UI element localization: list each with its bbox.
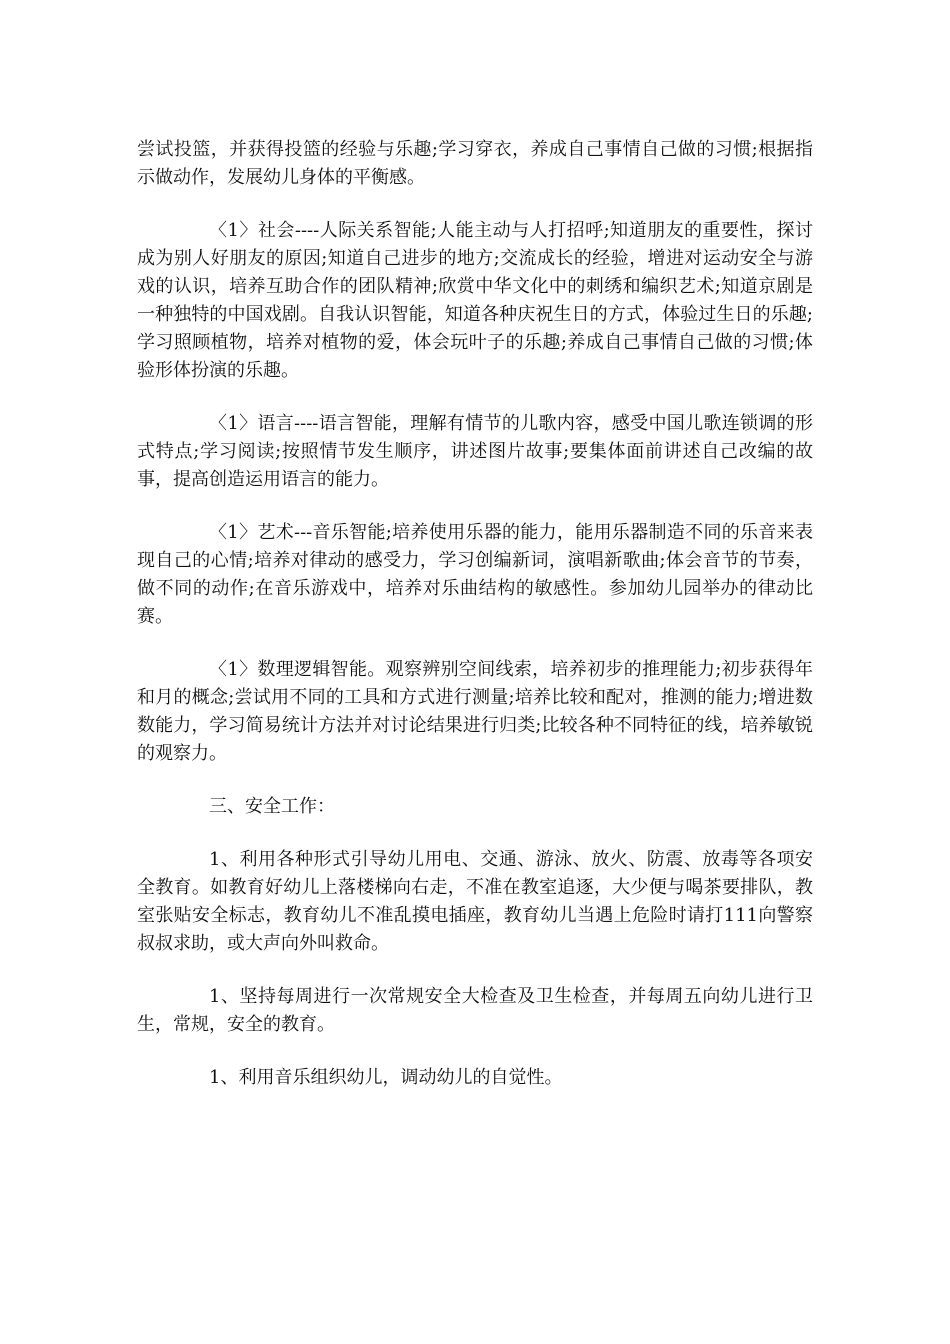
paragraph-art: 〈1〉艺术---音乐智能;培养使用乐器的能力，能用乐器制造不同的乐音来表现自己的心情;培养对律动的感受力，学习创编新词，演唱新歌曲;体会音节的节奏，做不同的动作;在音乐游戏中，培养对乐曲结构的敏感性。参加幼儿园举办的律动比赛。 <box>137 522 813 627</box>
paragraph-safety-education: 1、利用各种形式引导幼儿用电、交通、游泳、放火、防震、放毒等各项安全教育。如教育好幼儿上落楼梯向右走，不准在教室追逐，大少便与喝茶要排队，教室张贴安全标志，教育幼儿不准乱摸电插座，教育幼儿当遇上危险时请打111向警察叔叔求助，或大声向外叫救命。 <box>137 849 813 954</box>
paragraph-continued: 尝试投篮，并获得投篮的经验与乐趣;学习穿衣，养成自己事情自己做的习惯;根据指示做动作，发展幼儿身体的平衡感。 <box>137 139 813 188</box>
paragraph-music-organize: 1、利用音乐组织幼儿，调动幼儿的自觉性。 <box>209 1067 563 1088</box>
paragraph-weekly-inspection: 1、坚持每周进行一次常规安全大检查及卫生检查，并每周五向幼儿进行卫生，常规，安全的教育。 <box>137 986 813 1035</box>
paragraph-language: 〈1〉语言----语言智能，理解有情节的儿歌内容，感受中国儿歌连锁调的形式特点;学习阅读;按照情节发生顺序，讲述图片故事;要集体面前讲述自己改编的故事，提高创造运用语言的能力。 <box>137 413 813 490</box>
document-body <box>137 136 813 1117</box>
section-heading-safety: 三、安全工作： <box>209 796 335 817</box>
paragraph-logic: 〈1〉数理逻辑智能。观察辨别空间线索，培养初步的推理能力;初步获得年和月的概念;尝试用不同的工具和方式进行测量;培养比较和配对，推测的能力;增进数数能力，学习简易统计方法并对讨论结果进行归类;比较各种不同特征的线，培养敏锐的观察力。 <box>137 659 813 764</box>
paragraph-social: 〈1〉社会----人际关系智能;人能主动与人打招呼;知道朋友的重要性，探讨成为别人好朋友的原因;知道自己进步的地方;交流成长的经验，增进对运动安全与游戏的认识，培养互助合作的团队精神;欣赏中华文化中的刺绣和编织艺术;知道京剧是一种独特的中国戏剧。自我认识智能，知道各种庆祝生日的方式，体验过生日的乐趣;学习照顾植物，培养对植物的爱，体会玩叶子的乐趣;养成自己事情自己做的习惯;体验形体扮演的乐趣。 <box>137 220 813 381</box>
